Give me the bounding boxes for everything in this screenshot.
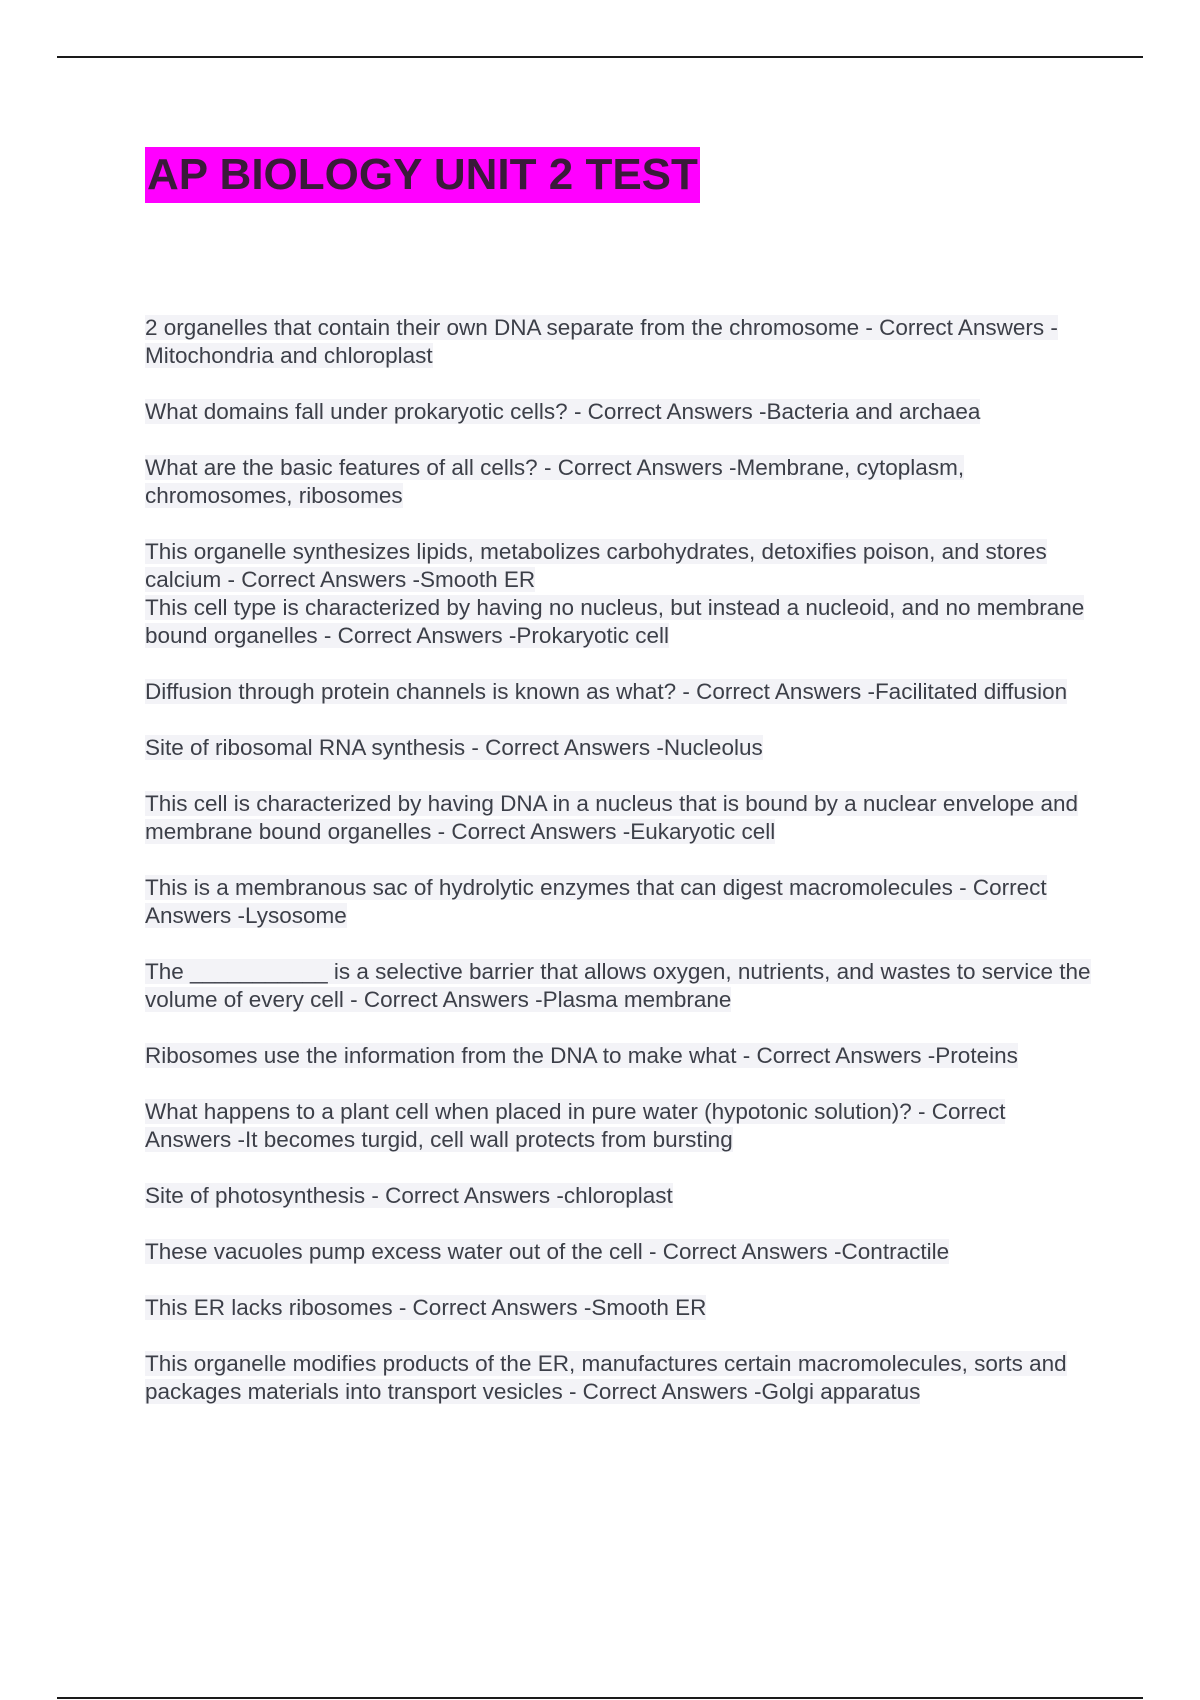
qa-item xyxy=(145,734,1095,762)
qa-text: This cell type is characterized by having no nucleus, but instead a nucleoid, and no membrane bound organelles - Correct Answers -Prokaryotic cell xyxy=(145,595,1085,648)
qa-text: This is a membranous sac of hydrolytic enzymes that can digest macromolecules - Correct Answers -Lysosome xyxy=(145,875,1047,928)
top-rule xyxy=(57,56,1143,58)
qa-text: What are the basic features of all cells? - Correct Answers -Membrane, cytoplasm, chromosomes, ribosomes xyxy=(145,455,965,508)
qa-item xyxy=(145,398,1095,426)
qa-item xyxy=(145,1238,1095,1266)
qa-text: Diffusion through protein channels is known as what? - Correct Answers -Facilitated diffusion xyxy=(145,679,1068,704)
qa-item xyxy=(145,958,1095,1014)
qa-text: Ribosomes use the information from the DNA to make what - Correct Answers -Proteins xyxy=(145,1043,1018,1068)
qa-item xyxy=(145,594,1095,650)
qa-item xyxy=(145,1042,1095,1070)
qa-text: This cell is characterized by having DNA in a nucleus that is bound by a nuclear envelope and membrane bound organelles - Correct Answers -Eukaryotic cell xyxy=(145,791,1079,844)
qa-text: These vacuoles pump excess water out of the cell - Correct Answers -Contractile xyxy=(145,1239,950,1264)
qa-text: Site of ribosomal RNA synthesis - Correct Answers -Nucleolus xyxy=(145,735,763,760)
bottom-rule xyxy=(57,1697,1143,1699)
qa-item xyxy=(145,1182,1095,1210)
qa-item xyxy=(145,1294,1095,1322)
qa-item xyxy=(145,538,1095,594)
page-title: AP BIOLOGY UNIT 2 TEST xyxy=(145,147,700,203)
qa-text: This organelle modifies products of the ER, manufactures certain macromolecules, sorts and packages materials into transport vesicles - Correct Answers -Golgi apparatus xyxy=(145,1351,1067,1404)
qa-item xyxy=(145,1098,1095,1154)
qa-item xyxy=(145,314,1095,370)
qa-text: The ___________ is a selective barrier that allows oxygen, nutrients, and wastes to service the volume of every cell - Correct Answers -Plasma membrane xyxy=(145,959,1091,1012)
qa-text: This organelle synthesizes lipids, metabolizes carbohydrates, detoxifies poison, and stores calcium - Correct Answers -Smooth ER xyxy=(145,539,1047,592)
qa-text: Site of photosynthesis - Correct Answers -chloroplast xyxy=(145,1183,673,1208)
qa-item xyxy=(145,874,1095,930)
qa-text: This ER lacks ribosomes - Correct Answers -Smooth ER xyxy=(145,1295,707,1320)
qa-text: What happens to a plant cell when placed in pure water (hypotonic solution)? - Correct Answers -It becomes turgid, cell wall protects from bursting xyxy=(145,1099,1006,1152)
qa-item xyxy=(145,678,1095,706)
qa-text: What domains fall under prokaryotic cells? - Correct Answers -Bacteria and archaea xyxy=(145,399,981,424)
qa-item xyxy=(145,1350,1095,1406)
qa-list xyxy=(145,314,1095,1434)
title-block xyxy=(145,147,700,203)
qa-item xyxy=(145,454,1095,510)
qa-item xyxy=(145,790,1095,846)
qa-text: 2 organelles that contain their own DNA separate from the chromosome - Correct Answers -Mitochondria and chloroplast xyxy=(145,315,1058,368)
